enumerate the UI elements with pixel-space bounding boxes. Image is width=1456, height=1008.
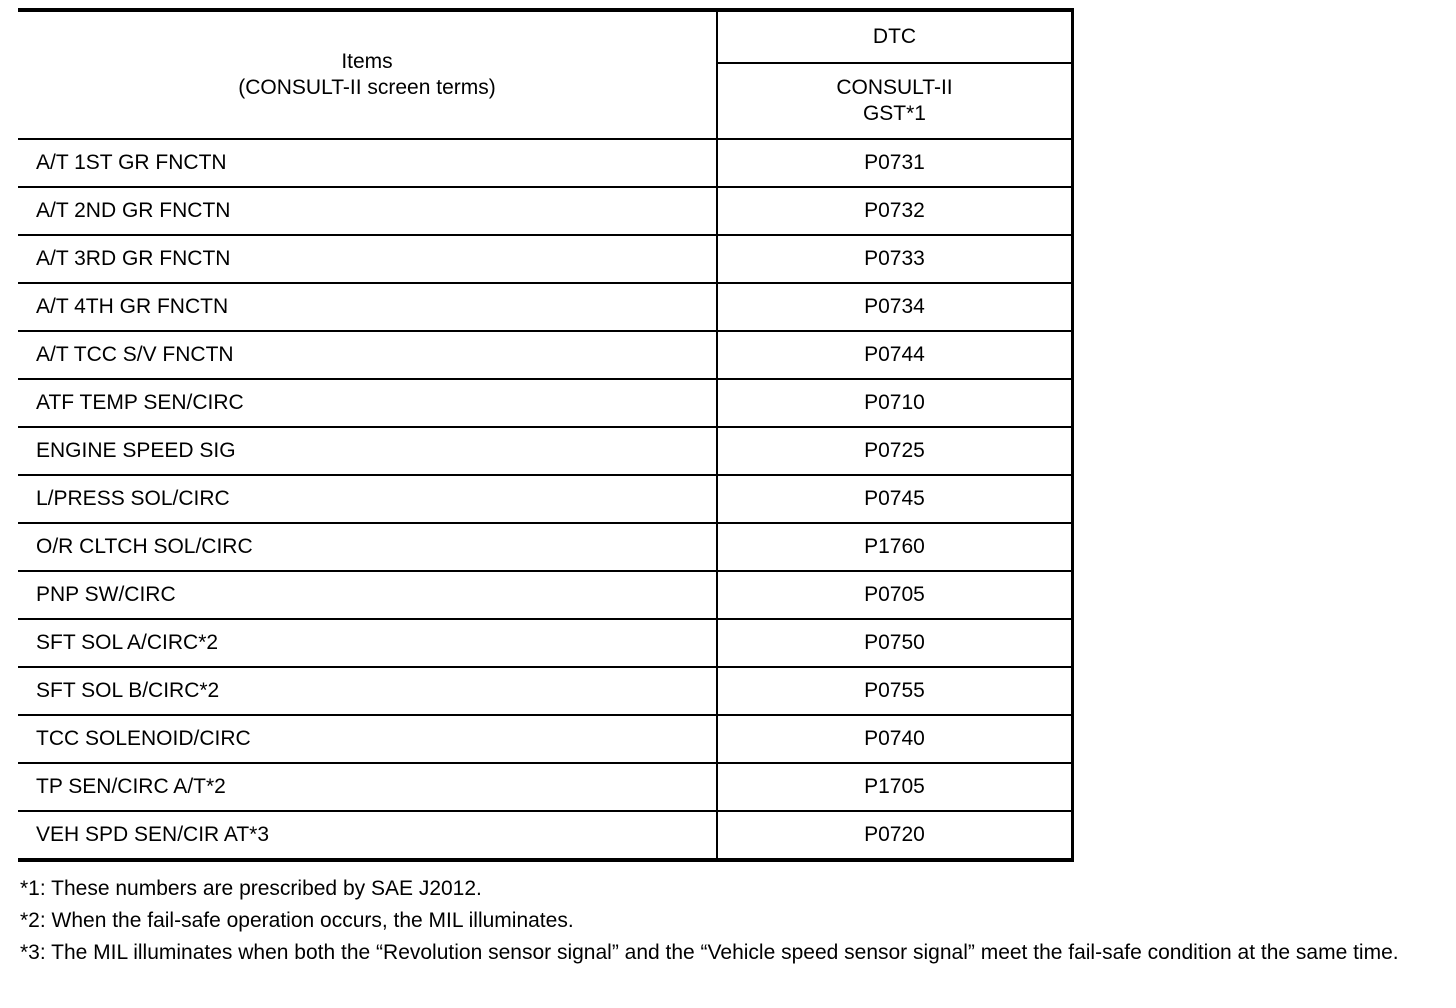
dtc-code-cell: P0720 xyxy=(717,811,1073,860)
table-row xyxy=(18,427,1073,475)
table-row xyxy=(18,763,1073,811)
dtc-header: DTC xyxy=(717,10,1073,63)
table-row xyxy=(18,139,1073,187)
dtc-code-cell: P0734 xyxy=(717,283,1073,331)
consult-header-line1: CONSULT-II xyxy=(836,76,953,99)
item-cell: SFT SOL B/CIRC*2 xyxy=(18,667,717,715)
table-row xyxy=(18,187,1073,235)
table-row xyxy=(18,667,1073,715)
item-cell: A/T TCC S/V FNCTN xyxy=(18,331,717,379)
consult-gst-header xyxy=(717,63,1073,139)
dtc-code-cell: P0725 xyxy=(717,427,1073,475)
dtc-code-cell: P0750 xyxy=(717,619,1073,667)
dtc-table xyxy=(18,8,1074,862)
table-row xyxy=(18,283,1073,331)
item-cell: PNP SW/CIRC xyxy=(18,571,717,619)
dtc-code-cell: P0740 xyxy=(717,715,1073,763)
item-cell: SFT SOL A/CIRC*2 xyxy=(18,619,717,667)
dtc-code-cell: P0733 xyxy=(717,235,1073,283)
dtc-code-cell: P0755 xyxy=(717,667,1073,715)
dtc-code-cell: P0705 xyxy=(717,571,1073,619)
item-cell: A/T 3RD GR FNCTN xyxy=(18,235,717,283)
item-cell: TCC SOLENOID/CIRC xyxy=(18,715,717,763)
table-row xyxy=(18,331,1073,379)
items-header-line2: (CONSULT-II screen terms) xyxy=(238,76,496,99)
dtc-code-cell: P1760 xyxy=(717,523,1073,571)
items-header-line1: Items xyxy=(341,50,393,73)
table-header xyxy=(18,10,1073,139)
dtc-code-cell: P1705 xyxy=(717,763,1073,811)
table-row xyxy=(18,523,1073,571)
item-cell: ATF TEMP SEN/CIRC xyxy=(18,379,717,427)
table-row xyxy=(18,235,1073,283)
table-row xyxy=(18,475,1073,523)
dtc-code-cell: P0710 xyxy=(717,379,1073,427)
table-body xyxy=(18,139,1073,860)
footnote: *1: These numbers are prescribed by SAE J2012. xyxy=(20,877,482,900)
item-cell: TP SEN/CIRC A/T*2 xyxy=(18,763,717,811)
item-cell: ENGINE SPEED SIG xyxy=(18,427,717,475)
table-row xyxy=(18,619,1073,667)
items-header xyxy=(18,10,717,139)
dtc-code-cell: P0732 xyxy=(717,187,1073,235)
footnote: *2: When the fail-safe operation occurs, the MIL illuminates. xyxy=(20,909,574,932)
dtc-code-cell: P0744 xyxy=(717,331,1073,379)
footnotes xyxy=(20,876,1446,972)
item-cell: A/T 2ND GR FNCTN xyxy=(18,187,717,235)
dtc-code-cell: P0731 xyxy=(717,139,1073,187)
table-row xyxy=(18,811,1073,860)
table-row xyxy=(18,571,1073,619)
consult-header-line2: GST*1 xyxy=(862,102,926,125)
item-cell: O/R CLTCH SOL/CIRC xyxy=(18,523,717,571)
table-row xyxy=(18,379,1073,427)
item-cell: VEH SPD SEN/CIR AT*3 xyxy=(18,811,717,860)
item-cell: L/PRESS SOL/CIRC xyxy=(18,475,717,523)
item-cell: A/T 4TH GR FNCTN xyxy=(18,283,717,331)
table-row xyxy=(18,715,1073,763)
item-cell: A/T 1ST GR FNCTN xyxy=(18,139,717,187)
footnote: *3: The MIL illuminates when both the “Revolution sensor signal” and the “Vehicle speed sensor signal” meet the fail-safe condition at the same time. xyxy=(20,941,1399,964)
dtc-code-cell: P0745 xyxy=(717,475,1073,523)
